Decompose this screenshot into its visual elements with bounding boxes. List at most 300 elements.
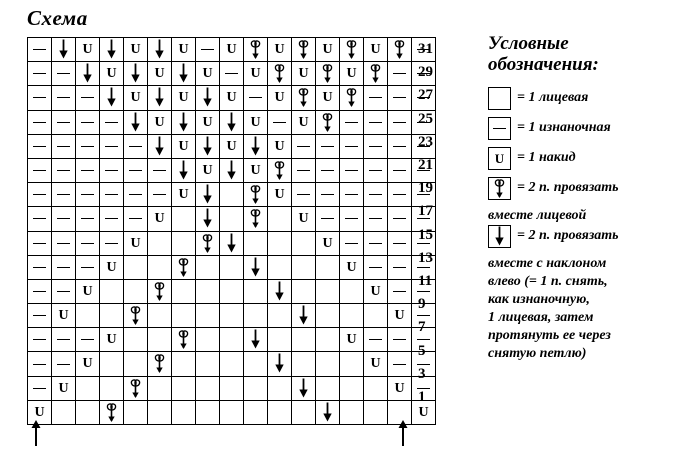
knit-symbol [364, 377, 387, 400]
chart-cell [52, 86, 76, 110]
chart-cell [268, 279, 292, 303]
ssk-symbol [196, 183, 219, 206]
knit-symbol [292, 352, 315, 375]
chart-cell [28, 231, 52, 255]
knit-symbol [76, 401, 99, 424]
knit-symbol [364, 401, 387, 424]
chart-cell [268, 38, 292, 62]
chart-cell [124, 134, 148, 158]
purl-symbol [28, 232, 51, 255]
chart-cell [340, 207, 364, 231]
chart-cell [316, 231, 340, 255]
chart-cell [316, 134, 340, 158]
purl-symbol [76, 328, 99, 351]
chart-cell [100, 207, 124, 231]
knit-symbol [124, 352, 147, 375]
legend-continuation-text: 1 лицевая, затем [488, 310, 594, 325]
chart-cell [28, 207, 52, 231]
chart-cell [148, 207, 172, 231]
chart-cell [220, 183, 244, 207]
chart-cell [52, 134, 76, 158]
chart-cell [76, 352, 100, 376]
purl-symbol [28, 86, 51, 109]
yarnover-symbol: U [226, 90, 237, 106]
purl-symbol [388, 86, 411, 109]
ssk-symbol [100, 86, 123, 109]
chart-cell [124, 110, 148, 134]
chart-cell [52, 400, 76, 424]
chart-cell [268, 304, 292, 328]
purl-symbol [52, 135, 75, 158]
chart-row [28, 110, 436, 134]
chart-cell [220, 134, 244, 158]
yarnover-symbol: U [346, 66, 357, 82]
chart-cell [292, 86, 316, 110]
knit-symbol [196, 352, 219, 375]
chart-cell [340, 183, 364, 207]
ssk-symbol [292, 377, 315, 400]
k2tog-symbol [364, 62, 387, 85]
chart-cell [76, 62, 100, 86]
row-number: 15 [418, 226, 433, 243]
chart-cell [244, 376, 268, 400]
chart-cell [388, 158, 412, 182]
purl-symbol [124, 135, 147, 158]
row-number: 9 [418, 296, 426, 313]
purl-symbol [388, 256, 411, 279]
purl-symbol [52, 328, 75, 351]
purl-symbol [28, 304, 51, 327]
chart-cell [196, 38, 220, 62]
purl-symbol [364, 159, 387, 182]
chart-cell [388, 279, 412, 303]
chart-cell [124, 400, 148, 424]
k2tog-symbol [124, 377, 147, 400]
purl-symbol [340, 159, 363, 182]
knit-symbol [268, 232, 291, 255]
yarnover-symbol: U [274, 138, 285, 154]
knit-symbol [196, 256, 219, 279]
knit-symbol [124, 256, 147, 279]
chart-cell [172, 207, 196, 231]
chart-cell [292, 328, 316, 352]
chart-cell [148, 376, 172, 400]
purl-symbol [28, 280, 51, 303]
k2tog-symbol [489, 177, 510, 201]
knit-symbol [52, 401, 75, 424]
yarnover-symbol: U [178, 90, 189, 106]
k2tog-symbol [268, 159, 291, 182]
knit-symbol [244, 304, 267, 327]
chart-cell [292, 255, 316, 279]
chart-cell [388, 376, 412, 400]
chart-grid [27, 37, 436, 425]
chart-cell [364, 231, 388, 255]
chart-cell [76, 158, 100, 182]
chart-cell [196, 86, 220, 110]
yarnover-symbol: U [226, 138, 237, 154]
chart-cell [268, 376, 292, 400]
purl-symbol [196, 38, 219, 61]
knit-symbol [268, 401, 291, 424]
chart-cell [196, 158, 220, 182]
chart-cell [340, 62, 364, 86]
knit-symbol [316, 328, 339, 351]
knit-symbol [316, 304, 339, 327]
chart-cell [124, 207, 148, 231]
row-number: 29 [418, 64, 433, 81]
chart-cell [388, 86, 412, 110]
ssk-symbol [172, 111, 195, 134]
yarnover-symbol: U [202, 66, 213, 82]
chart-cell [364, 400, 388, 424]
chart-cell [220, 304, 244, 328]
purl-symbol [124, 159, 147, 182]
chart-cell [316, 255, 340, 279]
knit-symbol [244, 232, 267, 255]
chart-cell [76, 376, 100, 400]
chart-row [28, 134, 436, 158]
chart-cell [340, 400, 364, 424]
yarnover-symbol: U [346, 259, 357, 275]
chart-cell [52, 376, 76, 400]
knit-symbol [220, 280, 243, 303]
legend-title [488, 33, 678, 75]
knit-symbol [148, 328, 171, 351]
chart-cell [172, 400, 196, 424]
purl-symbol [316, 135, 339, 158]
knit-symbol [244, 377, 267, 400]
k2tog-symbol [388, 38, 411, 61]
chart-cell [124, 328, 148, 352]
legend-continuation-text: вместе с наклоном [488, 256, 607, 271]
row-number: 3 [418, 365, 426, 382]
yarnover-symbol: U [298, 211, 309, 227]
ssk-symbol [220, 111, 243, 134]
chart-cell [316, 86, 340, 110]
chart-row [28, 62, 436, 86]
yarnover-symbol: U [154, 211, 165, 227]
yarnover-symbol: U [274, 42, 285, 57]
purl-symbol [28, 352, 51, 375]
ssk-symbol [244, 328, 267, 351]
purl-symbol [364, 232, 387, 255]
chart-cell [340, 158, 364, 182]
chart-cell [388, 328, 412, 352]
knit-symbol [220, 256, 243, 279]
chart-cell [28, 158, 52, 182]
purl-symbol [340, 111, 363, 134]
chart-cell [388, 62, 412, 86]
purl-symbol [52, 256, 75, 279]
ssk-symbol [148, 38, 171, 61]
chart-cell [28, 134, 52, 158]
purl-symbol [388, 280, 411, 303]
chart-cell [28, 352, 52, 376]
ssk-symbol [316, 401, 339, 424]
yarnover-symbol: U [82, 356, 93, 372]
chart-cell [316, 158, 340, 182]
chart-cell [220, 231, 244, 255]
legend-title-line1: Условные [488, 33, 569, 54]
ssk-symbol [172, 159, 195, 182]
chart-cell [196, 376, 220, 400]
ssk-symbol [52, 38, 75, 61]
ssk-symbol [148, 86, 171, 109]
k2tog-symbol [244, 207, 267, 230]
chart-cell [316, 62, 340, 86]
chart-cell [364, 38, 388, 62]
knit-symbol [172, 304, 195, 327]
chart-cell [100, 231, 124, 255]
chart-cell [244, 183, 268, 207]
purl-symbol [28, 111, 51, 134]
chart-cell [388, 183, 412, 207]
chart-cell [172, 328, 196, 352]
chart-cell [268, 400, 292, 424]
chart-cell [52, 328, 76, 352]
chart-cell [340, 134, 364, 158]
knit-symbol [124, 280, 147, 303]
yarnover-symbol: U [82, 42, 93, 57]
chart-cell [52, 38, 76, 62]
chart-cell [220, 207, 244, 231]
legend-item-label: = 1 лицевая [517, 90, 589, 105]
chart-cell [220, 352, 244, 376]
purl-symbol [76, 159, 99, 182]
chart-cell [316, 400, 340, 424]
legend-item-label: = 2 п. провязать [517, 180, 619, 195]
purl-symbol [76, 135, 99, 158]
purl-symbol [292, 183, 315, 206]
knit-symbol [268, 304, 291, 327]
ssk-symbol [244, 135, 267, 158]
chart-cell [124, 62, 148, 86]
k2tog-symbol [244, 38, 267, 61]
chart-row [28, 279, 436, 303]
legend-item-label: = 1 изнаночная [517, 120, 611, 135]
purl-symbol [292, 135, 315, 158]
purl-symbol [388, 111, 411, 134]
chart-row [28, 231, 436, 255]
chart-cell [148, 400, 172, 424]
purl-symbol [76, 256, 99, 279]
chart-cell [172, 352, 196, 376]
legend-item [488, 225, 678, 248]
purl-symbol [388, 232, 411, 255]
chart-cell [148, 62, 172, 86]
knit-symbol [148, 377, 171, 400]
row-number: 21 [418, 157, 433, 173]
chart-cell [292, 376, 316, 400]
purl-symbol [340, 183, 363, 206]
chart-cell [388, 38, 412, 62]
purl-symbol [388, 207, 411, 230]
chart-cell [124, 183, 148, 207]
chart-cell [28, 304, 52, 328]
k2tog-symbol [100, 401, 123, 424]
chart-cell [100, 376, 124, 400]
chart-cell [52, 352, 76, 376]
purl-symbol [364, 207, 387, 230]
yarnover-symbol: U [106, 259, 117, 275]
chart-cell [172, 38, 196, 62]
row-number: 19 [418, 180, 433, 197]
purl-symbol [28, 207, 51, 230]
yarnover-symbol: U [322, 90, 333, 106]
k2tog-symbol [316, 62, 339, 85]
knit-symbol [340, 401, 363, 424]
chart-cell [124, 255, 148, 279]
purl-symbol [76, 232, 99, 255]
ssk-symbol [292, 304, 315, 327]
ssk-symbol [124, 111, 147, 134]
chart-cell [124, 376, 148, 400]
yarnover-symbol: U [298, 114, 309, 130]
chart-cell [76, 255, 100, 279]
chart-cell [76, 207, 100, 231]
purl-symbol [100, 232, 123, 255]
purl-symbol [316, 183, 339, 206]
legend-continuation-text: влево (= 1 п. снять, [488, 274, 608, 289]
chart-cell [148, 86, 172, 110]
yarnover-symbol: U [274, 187, 285, 203]
purl-symbol [52, 352, 75, 375]
knit-symbol [292, 280, 315, 303]
chart-cell [364, 110, 388, 134]
purl-symbol [388, 352, 411, 375]
chart-cell [148, 255, 172, 279]
legend-items [488, 87, 678, 362]
repeat-end-arrow-icon [397, 420, 409, 446]
legend-item-label: = 2 п. провязать [517, 228, 619, 243]
legend [488, 33, 678, 363]
knit-symbol [196, 328, 219, 351]
row-number: 11 [418, 273, 433, 289]
chart-cell [244, 86, 268, 110]
chart-cell [28, 183, 52, 207]
purl-symbol [388, 62, 411, 85]
purl-symbol [148, 159, 171, 182]
knit-symbol [364, 304, 387, 327]
purl-symbol [388, 159, 411, 182]
chart-row [28, 158, 436, 182]
yarnover-symbol: U [346, 332, 357, 348]
chart-cell [28, 110, 52, 134]
chart-cell [268, 231, 292, 255]
purl-symbol [76, 111, 99, 134]
yarnover-symbol: U [34, 404, 45, 420]
chart-cell [292, 279, 316, 303]
chart-cell [196, 328, 220, 352]
chart-cell [292, 62, 316, 86]
chart-cell [244, 328, 268, 352]
yarnover-symbol: U [298, 66, 309, 82]
knit-symbol [148, 304, 171, 327]
k2tog-symbol [148, 280, 171, 303]
knit-symbol [196, 280, 219, 303]
k2tog-symbol [316, 111, 339, 134]
chart-cell [148, 158, 172, 182]
knit-symbol [76, 377, 99, 400]
yarnover-symbol: U [130, 42, 141, 57]
chart-cell [340, 231, 364, 255]
chart-cell [292, 400, 316, 424]
chart-cell [100, 158, 124, 182]
ssk-symbol [196, 86, 219, 109]
chart-cell [316, 183, 340, 207]
chart-cell [292, 231, 316, 255]
chart-cell [388, 110, 412, 134]
knit-symbol [220, 207, 243, 230]
chart-cell [76, 328, 100, 352]
chart-cell [292, 134, 316, 158]
chart-cell [364, 183, 388, 207]
ssk-symbol [196, 207, 219, 230]
knit-symbol [100, 352, 123, 375]
chart-cell [196, 62, 220, 86]
knit-symbol [220, 377, 243, 400]
chart-cell [244, 231, 268, 255]
chart-cell [340, 328, 364, 352]
ssk-symbol [196, 135, 219, 158]
row-number: 27 [418, 87, 433, 104]
purl-symbol [28, 377, 51, 400]
k2tog-symbol [196, 232, 219, 255]
purl-symbol [52, 62, 75, 85]
chart-cell [52, 207, 76, 231]
chart-row [28, 304, 436, 328]
chart-cell [148, 110, 172, 134]
chart-cell [52, 255, 76, 279]
chart-cell [100, 62, 124, 86]
chart-row [28, 183, 436, 207]
knit-symbol [148, 256, 171, 279]
row-number: 17 [418, 203, 433, 220]
knit-symbol [292, 328, 315, 351]
chart-cell [100, 400, 124, 424]
chart-cell [220, 279, 244, 303]
yarnover-symbol: U [106, 66, 117, 82]
chart-cell [196, 304, 220, 328]
purl-symbol [244, 86, 267, 109]
chart-cell [220, 158, 244, 182]
purl-symbol [340, 207, 363, 230]
purl-symbol [28, 328, 51, 351]
chart-cell [268, 158, 292, 182]
k2tog-symbol [340, 86, 363, 109]
page-title: Схема [27, 6, 88, 30]
row-number: 5 [418, 342, 426, 359]
purl-symbol [148, 183, 171, 206]
k2tog-symbol [292, 38, 315, 61]
chart-cell [100, 38, 124, 62]
chart-cell [364, 328, 388, 352]
chart-cell [28, 62, 52, 86]
knit-symbol [196, 304, 219, 327]
purl-symbol [340, 135, 363, 158]
chart-cell [148, 279, 172, 303]
chart-cell [196, 352, 220, 376]
purl-symbol [28, 256, 51, 279]
purl-symbol [28, 38, 51, 61]
chart-cell [196, 400, 220, 424]
yarnover-symbol: U [154, 114, 165, 130]
legend-knit-box [488, 87, 511, 110]
chart-cell [364, 207, 388, 231]
chart-cell [196, 183, 220, 207]
chart-cell [340, 110, 364, 134]
